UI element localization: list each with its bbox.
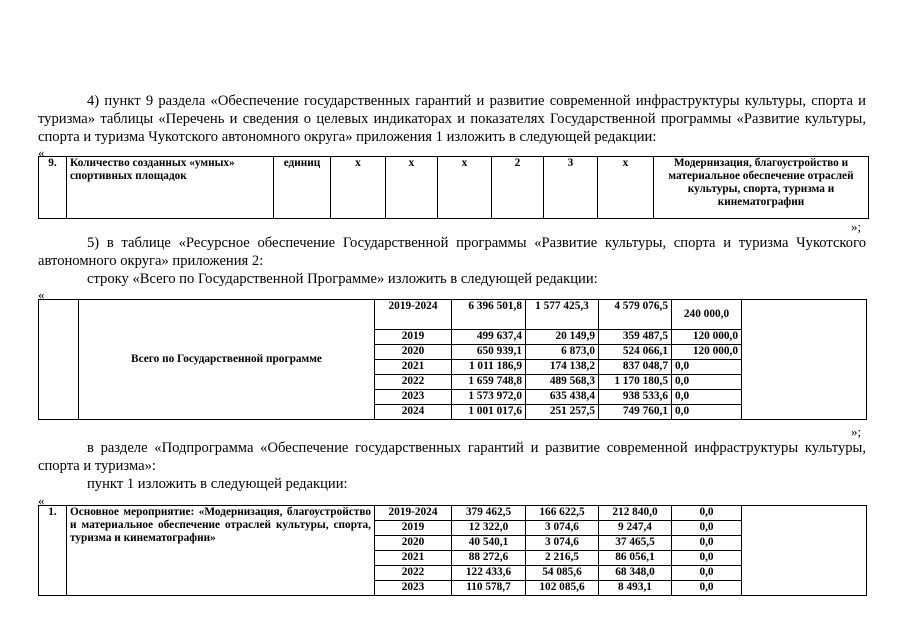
amount-cell: 68 348,0 xyxy=(599,566,672,581)
year-cell: 2020 xyxy=(375,345,452,360)
year-cell: 2021 xyxy=(375,551,452,566)
amount-cell: 3 074,6 xyxy=(526,521,599,536)
amount-cell: 837 048,7 xyxy=(599,360,672,375)
amount-cell: 1 573 972,0 xyxy=(452,390,526,405)
close-quote: »; xyxy=(851,219,862,234)
row-number: 1. xyxy=(39,506,67,596)
amount-cell: 379 462,5 xyxy=(452,506,526,521)
amount-cell: 0,0 xyxy=(672,390,742,405)
paragraph-item-5-text: 5) в таблице «Ресурсное обеспечение Государственной программы «Развитие культуры, спорта и туризма Чукотского автономного округа» приложения 2: xyxy=(38,235,866,269)
amount-cell: 635 438,4 xyxy=(526,390,599,405)
value-cell: 3 xyxy=(544,157,598,219)
open-quote: « xyxy=(38,145,45,160)
amount-cell: 40 540,1 xyxy=(452,536,526,551)
amount-cell: 12 322,0 xyxy=(452,521,526,536)
paragraph-point-1 xyxy=(38,475,866,493)
paragraph-item-4 xyxy=(38,92,866,146)
amount-cell: 251 257,5 xyxy=(526,405,599,420)
resource-total-table xyxy=(38,299,867,420)
year-cell: 2023 xyxy=(375,581,452,596)
amount-cell: 6 873,0 xyxy=(526,345,599,360)
amount-cell: 4 579 076,5 xyxy=(599,300,672,330)
year-cell: 2024 xyxy=(375,405,452,420)
blank-cell xyxy=(742,300,867,420)
blank-cell xyxy=(39,300,79,420)
amount-cell: 0,0 xyxy=(672,375,742,390)
amount-cell: 0,0 xyxy=(672,405,742,420)
open-quote: « xyxy=(38,287,45,302)
year-cell: 2020 xyxy=(375,536,452,551)
amount-cell: 359 487,5 xyxy=(599,330,672,345)
amount-cell: 1 659 748,8 xyxy=(452,375,526,390)
amount-cell: 240 000,0 xyxy=(672,300,742,330)
amount-cell: 938 533,6 xyxy=(599,390,672,405)
year-cell: 2023 xyxy=(375,390,452,405)
year-cell: 2019-2024 xyxy=(375,300,452,330)
amount-cell: 102 085,6 xyxy=(526,581,599,596)
open-quote: « xyxy=(38,493,45,508)
paragraph-total-row xyxy=(38,270,866,288)
amount-cell: 8 493,1 xyxy=(599,581,672,596)
value-cell: х xyxy=(331,157,386,219)
indicator-table xyxy=(38,156,869,219)
amount-cell: 166 622,5 xyxy=(526,506,599,521)
amount-cell: 1 170 180,5 xyxy=(599,375,672,390)
paragraph-total-row-text: строку «Всего по Государственной Программе» изложить в следующей редакции: xyxy=(87,271,598,287)
amount-cell: 1 001 017,6 xyxy=(452,405,526,420)
amount-cell: 6 396 501,8 xyxy=(452,300,526,330)
paragraph-subprogram xyxy=(38,439,866,475)
amount-cell: 86 056,1 xyxy=(599,551,672,566)
amount-cell: 0,0 xyxy=(672,536,742,551)
year-cell: 2022 xyxy=(375,566,452,581)
value-cell: х xyxy=(438,157,492,219)
year-cell: 2022 xyxy=(375,375,452,390)
amount-cell: 0,0 xyxy=(672,521,742,536)
amount-cell: 0,0 xyxy=(672,551,742,566)
event-cell: Модернизация, благоустройство и материальное обеспечение отраслей культуры, спорта, туризма и кинематографии xyxy=(654,157,869,219)
blank-cell xyxy=(742,506,867,596)
amount-cell: 120 000,0 xyxy=(672,330,742,345)
value-cell: 2 xyxy=(492,157,544,219)
close-quote: »; xyxy=(851,424,862,439)
unit-cell: единиц xyxy=(274,157,331,219)
indicator-name: Количество созданных «умных» спортивных площадок xyxy=(67,157,274,219)
amount-cell: 499 637,4 xyxy=(452,330,526,345)
paragraph-subprogram-text: в разделе «Подпрограмма «Обеспечение государственных гарантий и развитие современной инфраструктуры культуры, спорта и туризма»: xyxy=(38,440,866,474)
amount-cell: 174 138,2 xyxy=(526,360,599,375)
value-cell: х xyxy=(386,157,438,219)
amount-cell: 9 247,4 xyxy=(599,521,672,536)
year-cell: 2019 xyxy=(375,330,452,345)
amount-cell: 1 011 186,9 xyxy=(452,360,526,375)
amount-cell: 0,0 xyxy=(672,566,742,581)
subprogram-table xyxy=(38,505,867,596)
amount-cell: 2 216,5 xyxy=(526,551,599,566)
total-label: Всего по Государственной программе xyxy=(79,300,375,420)
amount-cell: 88 272,6 xyxy=(452,551,526,566)
amount-cell: 20 149,9 xyxy=(526,330,599,345)
amount-cell: 489 568,3 xyxy=(526,375,599,390)
paragraph-point-1-text: пункт 1 изложить в следующей редакции: xyxy=(87,476,348,492)
amount-cell: 3 074,6 xyxy=(526,536,599,551)
indicator-row xyxy=(39,157,869,219)
value-cell: х xyxy=(598,157,654,219)
paragraph-item-5 xyxy=(38,234,866,270)
amount-cell: 650 939,1 xyxy=(452,345,526,360)
table-row xyxy=(39,506,867,521)
amount-cell: 749 760,1 xyxy=(599,405,672,420)
row-number: 9. xyxy=(39,157,67,219)
amount-cell: 0,0 xyxy=(672,506,742,521)
amount-cell: 110 578,7 xyxy=(452,581,526,596)
amount-cell: 54 085,6 xyxy=(526,566,599,581)
amount-cell: 122 433,6 xyxy=(452,566,526,581)
amount-cell: 524 066,1 xyxy=(599,345,672,360)
amount-cell: 120 000,0 xyxy=(672,345,742,360)
paragraph-item-4-text: 4) пункт 9 раздела «Обеспечение государственных гарантий и развитие современной инфраструктуры культуры, спорта и туризма» таблицы «Перечень и сведения о целевых индикаторах и показателях Государственной программы «Развитие культуры, спорта и туризма Чукотского автономного округа» приложения 1 изложить в следующей редакции: xyxy=(38,93,866,145)
year-cell: 2019 xyxy=(375,521,452,536)
table-row xyxy=(39,300,867,330)
amount-cell: 37 465,5 xyxy=(599,536,672,551)
amount-cell: 212 840,0 xyxy=(599,506,672,521)
amount-cell: 0,0 xyxy=(672,360,742,375)
measure-label: Основное мероприятие: «Модернизация, благоустройство и материальное обеспечение отраслей культуры, спорта, туризма и кинематографии» xyxy=(67,506,375,596)
amount-cell: 1 577 425,3 xyxy=(526,300,599,330)
amount-cell: 0,0 xyxy=(672,581,742,596)
year-cell: 2019-2024 xyxy=(375,506,452,521)
year-cell: 2021 xyxy=(375,360,452,375)
